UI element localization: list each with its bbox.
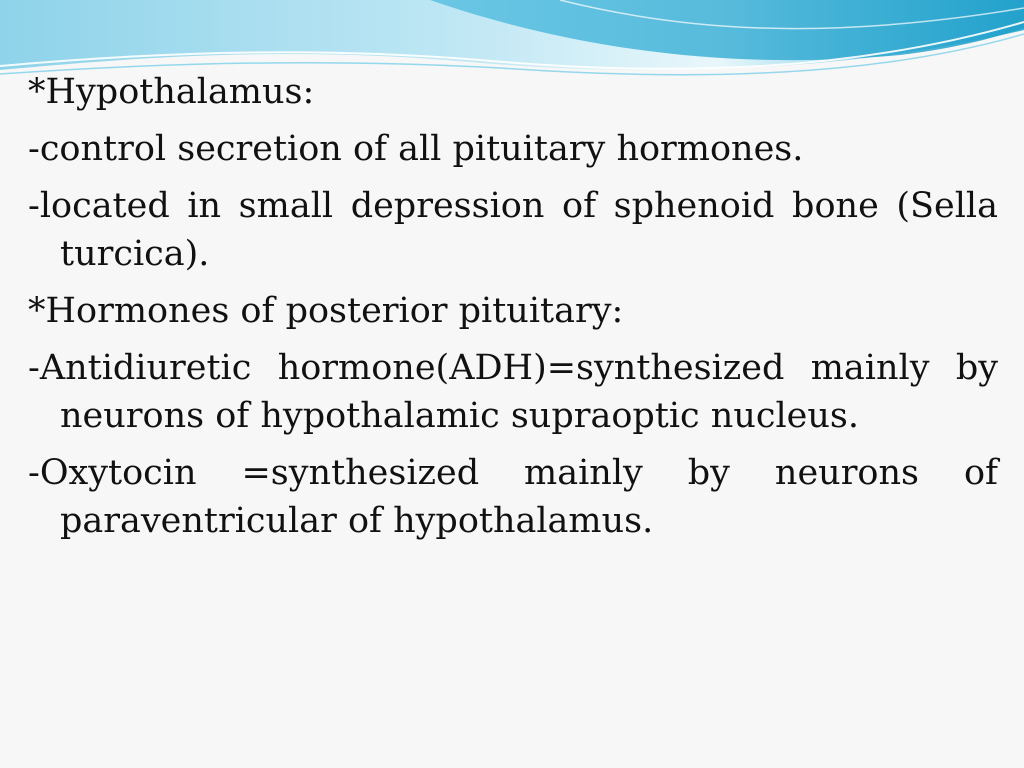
heading-hypothalamus: *Hypothalamus: [28,72,315,112]
heading-posterior-pituitary: *Hormones of posterior pituitary: [28,291,624,331]
bullet-adh: -Antidiuretic hormone(ADH)=synthesized mainly by neurons of hypothalamic supraoptic nucleus. [28,348,998,436]
bullet-location: -located in small depression of sphenoid bone (Sella turcica). [28,186,998,274]
bullet-oxytocin: -Oxytocin =synthesized mainly by neurons of paraventricular of hypothalamus. [28,453,998,541]
slide-body [28,68,998,545]
bullet-control-secretion: -control secretion of all pituitary hormones. [28,129,804,169]
